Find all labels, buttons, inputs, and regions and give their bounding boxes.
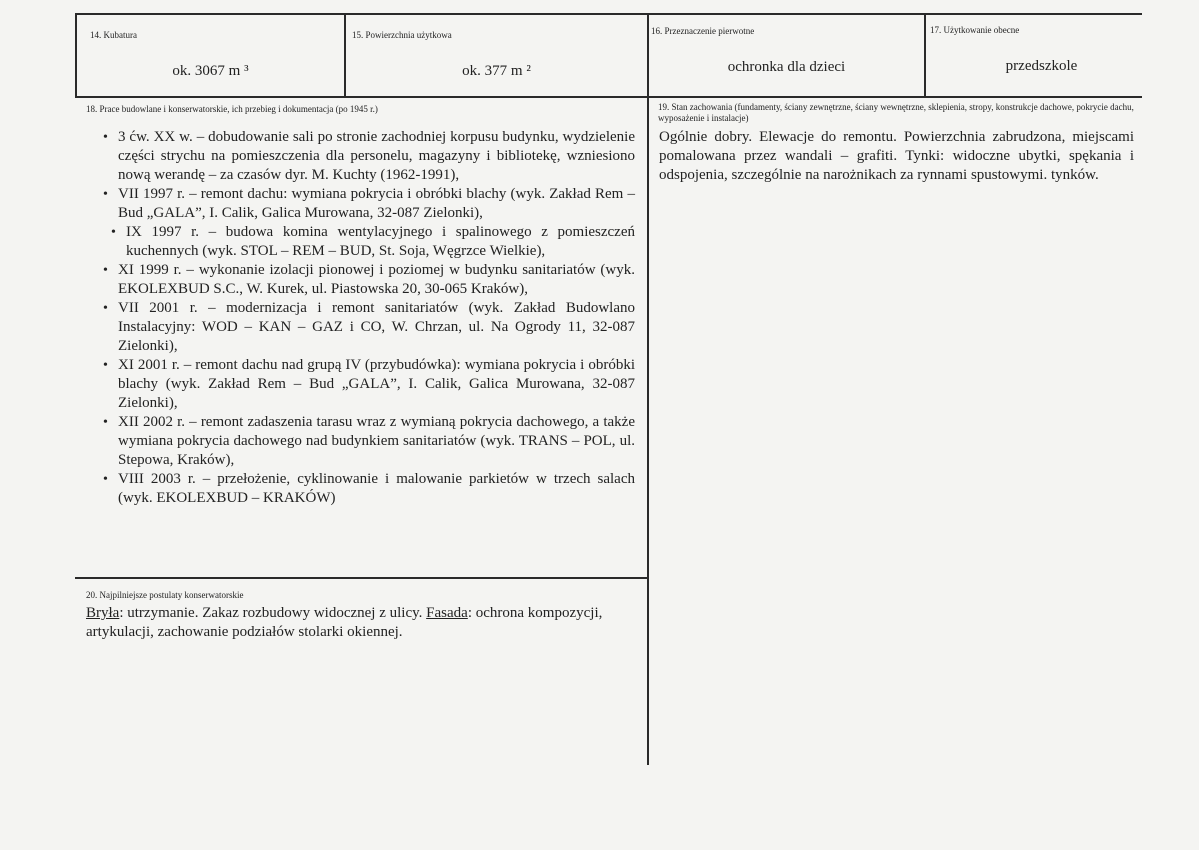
fasada-term: Fasada [426,605,468,621]
uzytkowanie-value: przedszkole [1005,58,1078,74]
works-item: • VII 1997 r. – remont dachu: wymiana pokrycia i obróbki blachy (wyk. Zakład Rem – Bud „GALA”, I. Calik, Galica Murowana, 32-087 Zielonki), [103,185,635,223]
kubatura-value: ok. 3067 m ³ [172,63,249,79]
works-list [103,128,635,508]
left-border [75,13,77,98]
works-item: • VIII 2003 r. – przełożenie, cyklinowanie i malowanie parkietów w trzech salach (wyk. EKOLEXBUD – KRAKÓW) [103,470,635,508]
fasada-text: : ochrona kompozycji, artykulacji, zachowanie podziałów stolarki okiennej. [86,605,603,640]
header-bottom-border [75,96,1142,98]
works-item: • XI 2001 r. – remont dachu nad grupą IV (przybudówka): wymiana pokrycia i obróbki blachy (wyk. Zakład Rem – Bud „GALA”, I. Calik, Galica Murowana, 32-087 Zielonki), [103,356,635,413]
top-border [75,13,1142,15]
works-label: 18. Prace budowlane i konserwatorskie, ich przebieg i dokumentacja (po 1945 r.) [86,104,378,114]
przeznaczenie-label: 16. Przeznaczenie pierwotne [651,26,755,36]
divider-14-15 [344,13,346,98]
works-item: • XI 1999 r. – wykonanie izolacji pionowej i poziomej w budynku sanitariatów (wyk. EKOLEXBUD S.C., W. Kurek, ul. Piastowska 20, 30-065 Kraków), [103,261,635,299]
powierzchnia-label: 15. Powierzchnia użytkowa [352,30,452,40]
przeznaczenie-value: ochronka dla dzieci [727,59,846,75]
divider-16-17 [924,13,926,98]
works-item: • IX 1997 r. – budowa komina wentylacyjnego i spalinowego z pomieszczeń kuchennych (wyk. STOL – REM – BUD, St. Soja, Węgrzce Wielkie), [111,223,635,261]
divider-main-columns [647,13,649,765]
postulates-text [86,604,638,642]
uzytkowanie-label: 17. Użytkowanie obecne [930,25,1020,35]
kubatura-label: 14. Kubatura [90,30,137,40]
section-18-bottom-border [75,577,648,579]
works-item: • VII 2001 r. – modernizacja i remont sanitariatów (wyk. Zakład Budowlano Instalacyjny: WOD – KAN – GAZ i CO, W. Chrzan, ul. Na Ogrody 11, 32-087 Zielonki), [103,299,635,356]
works-item: • XII 2002 r. – remont zadaszenia tarasu wraz z wymianą pokrycia dachowego, a także wymiana pokrycia dachowego nad budynkiem sanitariatów (wyk. TRANS – POL, ul. Stepowa, Kraków), [103,413,635,470]
condition-label: 19. Stan zachowania (fundamenty, ściany zewnętrzne, ściany wewnętrzne, sklepienia, stropy, konstrukcje dachowe, pokrycie dachu, wyposażenie i instalacje) [658,102,1134,123]
works-item: • 3 ćw. XX w. – dobudowanie sali po stronie zachodniej korpusu budynku, wydzielenie części strychu na pomieszczenia dla personelu, magazyny i bibliotekę, wzniesiono nową werandę – za czasów dyr. M. Kuchty (1962-1991), [103,128,635,185]
postulates-label: 20. Najpilniejsze postulaty konserwatorskie [86,590,244,600]
bryla-term: Bryła [86,605,120,621]
condition-text: Ogólnie dobry. Elewacje do remontu. Powierzchnia zabrudzona, miejscami pomalowana przez wandali – grafiti. Tynki: widoczne ubytki, spękania i odspojenia, szczególnie na narożnikach za rynnami spustowymi. tynków. [659,129,1134,183]
bryla-text: : utrzymanie. Zakaz rozbudowy widocznej z ulicy. [119,605,427,621]
powierzchnia-value: ok. 377 m ² [462,63,531,79]
works-list-container [103,128,635,508]
